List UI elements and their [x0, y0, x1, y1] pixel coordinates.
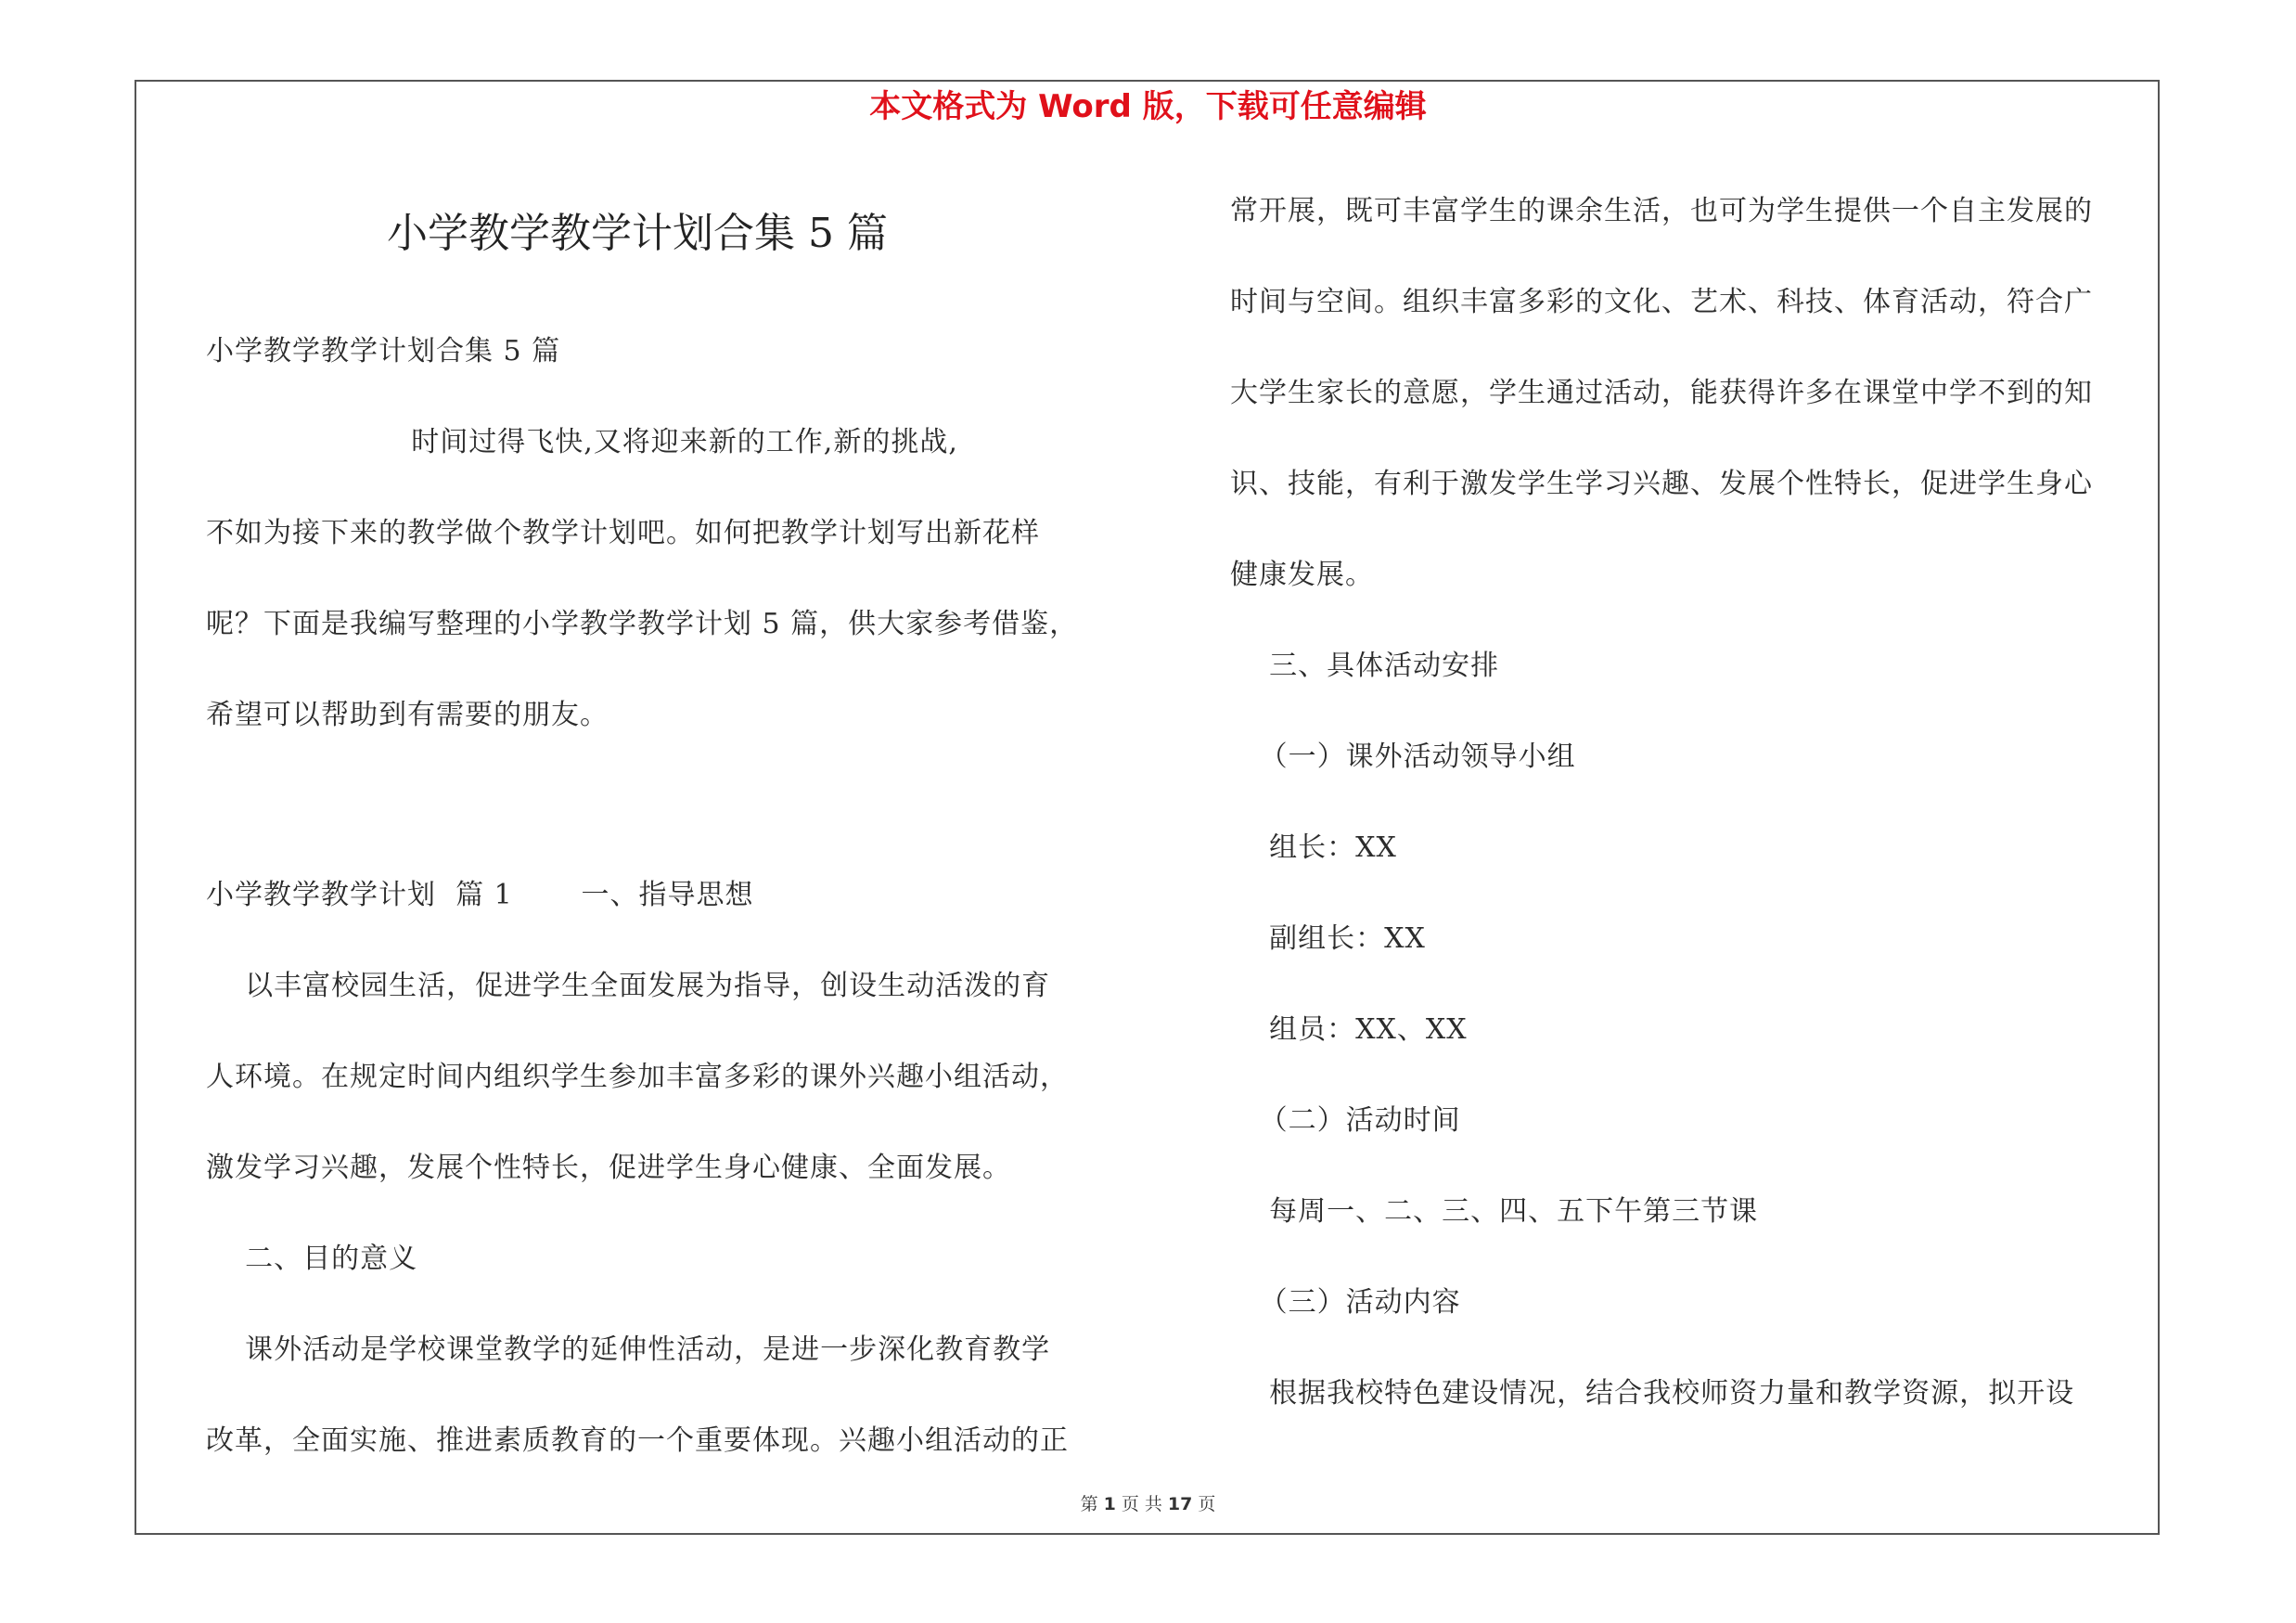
text-line: 副组长：XX [1230, 922, 1426, 955]
text-line: 不如为接下来的教学做个教学计划吧。如何把教学计划写出新花样 [206, 517, 1040, 549]
subsection-heading: （二）活动时间 [1230, 1104, 1461, 1137]
text-line: 呢？下面是我编写整理的小学教学教学计划 5 篇，供大家参考借鉴， [206, 608, 1079, 640]
text-line: 组员：XX、XX [1230, 1013, 1468, 1046]
text-line: 时间与空间。组织丰富多彩的文化、艺术、科技、体育活动，符合广 [1230, 286, 2093, 318]
section-heading: 二、目的意义 [206, 1243, 418, 1275]
page-footer [0, 1492, 2296, 1516]
format-notice: 本文格式为 Word 版，下载可任意编辑 [869, 88, 1427, 125]
text-line: 课外活动是学校课堂教学的延伸性活动，是进一步深化教育教学 [206, 1333, 1051, 1366]
text-line: 人环境。在规定时间内组织学生参加丰富多彩的课外兴趣小组活动， [206, 1061, 1069, 1093]
text-line: 希望可以帮助到有需要的朋友。 [206, 699, 609, 731]
text-line: 识、技能，有利于激发学生学习兴趣、发展个性特长，促进学生身心 [1230, 468, 2093, 500]
text-line: 常开展，既可丰富学生的课余生活，也可为学生提供一个自主发展的 [1230, 195, 2093, 227]
text-line: 时间过得飞快,又将迎来新的工作,新的挑战, [206, 426, 958, 458]
section-heading: 三、具体活动安排 [1230, 650, 1500, 682]
text-line: 健康发展。 [1230, 559, 1374, 591]
total-pages: 17 [1167, 1494, 1193, 1514]
text-line: 根据我校特色建设情况，结合我校师资力量和教学资源，拟开设 [1230, 1377, 2075, 1410]
footer-prefix: 第 [1080, 1494, 1098, 1514]
text-line: 组长：XX [1230, 831, 1397, 864]
footer-total-prefix: 共 [1144, 1494, 1162, 1514]
section-heading: 小学教学教学计划 篇 1 一、指导思想 [206, 879, 754, 911]
text-line: 每周一、二、三、四、五下午第三节课 [1230, 1195, 1759, 1228]
subsection-heading: （三）活动内容 [1230, 1286, 1461, 1319]
text-line: 以丰富校园生活，促进学生全面发展为指导，创设生动活泼的育 [206, 970, 1051, 1002]
text-line: 改革，全面实施、推进素质教育的一个重要体现。兴趣小组活动的正 [206, 1424, 1069, 1457]
footer-page-unit: 页 [1121, 1494, 1139, 1514]
text-line: 激发学习兴趣，发展个性特长，促进学生身心健康、全面发展。 [206, 1152, 1011, 1184]
subsection-heading: （一）课外活动领导小组 [1230, 741, 1576, 773]
text-line: 小学教学教学计划合集 5 篇 [206, 335, 561, 367]
text-line: 大学生家长的意愿，学生通过活动，能获得许多在课堂中学不到的知 [1230, 377, 2093, 409]
footer-total-unit: 页 [1198, 1494, 1216, 1514]
current-page: 1 [1103, 1494, 1116, 1514]
document-title: 小学教学教学计划合集 5 篇 [387, 210, 888, 257]
